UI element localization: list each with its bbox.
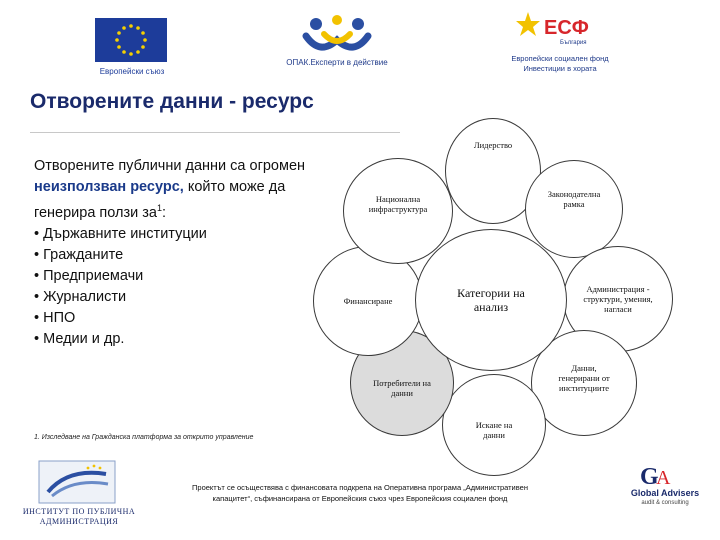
bullet-item: • Държавните институции xyxy=(34,225,207,242)
eu-stars-icon xyxy=(95,18,167,62)
diagram-node-label: Финансиране xyxy=(343,296,393,306)
esf-logo-text: ЕСФ xyxy=(544,17,589,39)
intro-highlight: неизползван ресурс, xyxy=(34,179,184,195)
project-note xyxy=(150,482,570,504)
project-note-line1: Проектът се осъществява с финансовата подкрепа на Оперативна програма „Административен xyxy=(192,483,528,492)
diagram-node-label: Администрация - структури, умения, нагласи xyxy=(583,284,653,314)
diagram-center xyxy=(415,229,567,371)
intro-part2: който може да генерира ползи за xyxy=(34,179,286,221)
intro-part1: Отворените публични данни са огромен xyxy=(34,158,306,174)
diagram-center-label: Категории на анализ xyxy=(457,286,525,314)
esf-caption-line2: Инвестиции в хората xyxy=(523,64,597,73)
svg-text:A: A xyxy=(656,467,671,488)
diagram-node-label: Законодателна рамка xyxy=(547,189,601,209)
esf-logo xyxy=(514,10,602,48)
bullet-item: • Предприемачи xyxy=(34,267,144,284)
title-divider xyxy=(30,132,400,133)
diagram-node-label: Лидерство xyxy=(473,140,513,150)
opak-logo xyxy=(302,14,372,58)
intro-footnote-ref: 1 xyxy=(156,203,162,213)
diagram-node-label: Искане на данни xyxy=(475,420,513,440)
global-advisers-name: Global Advisers xyxy=(630,488,700,498)
institute-caption xyxy=(14,507,144,527)
svg-text:G: G xyxy=(640,464,659,488)
project-note-line2: капацитет“, съфинансирана от Европейския съюз чрез Европейския социален фонд xyxy=(212,494,508,503)
intro-text xyxy=(34,156,324,350)
intro-colon: : xyxy=(162,204,167,221)
bullet-item: • Гражданите xyxy=(34,246,124,263)
bullet-item: • Журналисти xyxy=(34,288,127,305)
diagram-node-label: Потребители на данни xyxy=(373,378,431,398)
diagram-node-label: Национална инфраструктура xyxy=(368,194,428,214)
diagram-node-national-infrastructure xyxy=(343,158,453,264)
opak-caption: ОПАК.Експерти в действие xyxy=(286,58,388,67)
institute-caption-line2: АДМИНИСТРАЦИЯ xyxy=(39,517,119,526)
esf-caption-line1: Европейски социален фонд xyxy=(511,54,609,63)
diagram-node-legal-framework xyxy=(525,160,623,258)
diagram-node-data-request xyxy=(442,374,546,476)
eu-flag-logo xyxy=(95,18,167,62)
eu-caption: Европейски съюз xyxy=(99,67,165,76)
diagram-node-label: Данни, генерирани от институциите xyxy=(558,363,610,393)
esf-caption xyxy=(495,54,625,74)
bullet-item: • НПО xyxy=(34,309,76,326)
footnote: 1. Изследване на Гражданска платформа за открито управление xyxy=(34,434,254,441)
bullet-item: • Медии и др. xyxy=(34,330,125,347)
esf-country: България xyxy=(560,40,587,46)
institute-logo xyxy=(38,460,116,504)
global-advisers-subtitle: audit & consulting xyxy=(641,500,689,506)
slide-title: Отворените данни - ресурс xyxy=(30,90,314,113)
institute-caption-line1: ИНСТИТУТ ПО ПУБЛИЧНА xyxy=(22,507,136,516)
global-advisers-logo xyxy=(636,462,676,488)
